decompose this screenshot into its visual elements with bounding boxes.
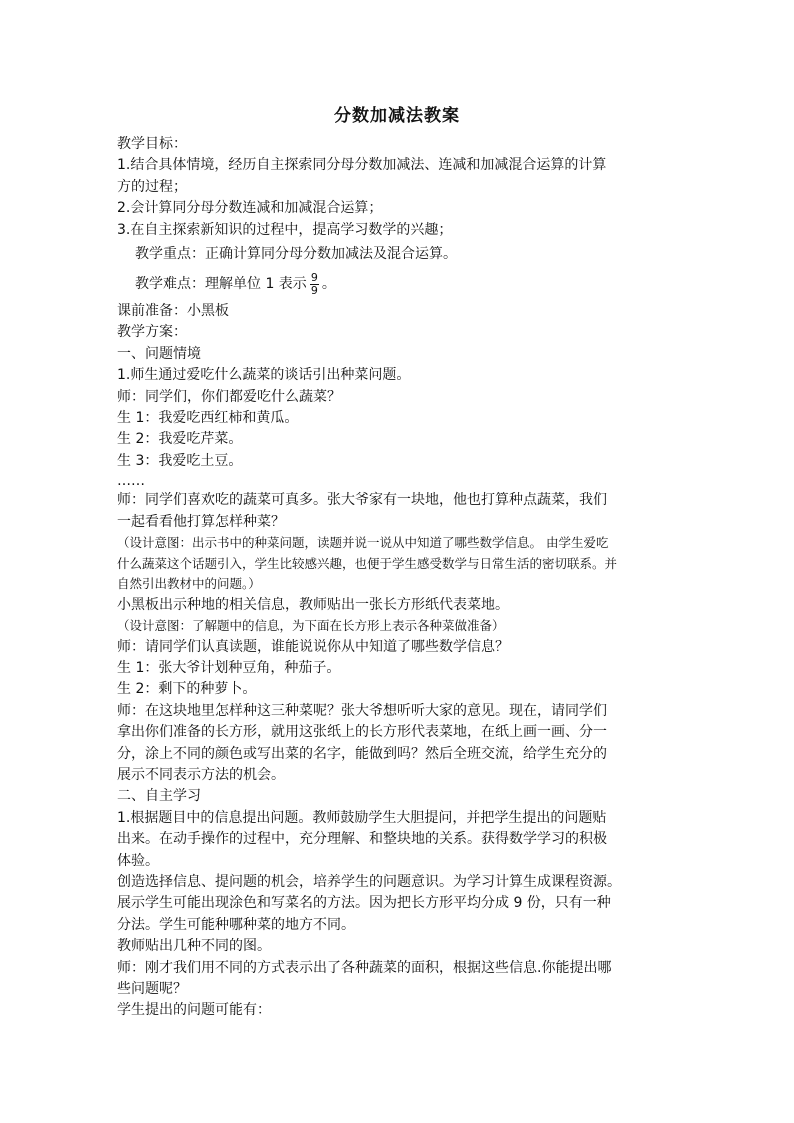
section-1-line: 师：同学们喜欢吃的蔬菜可真多。张大爷家有一块地，他也打算种点蔬菜，我们 bbox=[117, 492, 607, 509]
section-1-line: 师：在这块地里怎样种这三种菜呢？张大爷想听听大家的意见。现在，请同学们 bbox=[117, 702, 607, 719]
goal-1-line-1: 1.结合具体情境，经历自主探索同分母分数加减法、连减和加减混合运算的计算 bbox=[117, 157, 607, 174]
section-1-line: 1.师生通过爱吃什么蔬菜的谈话引出种菜问题。 bbox=[117, 367, 411, 384]
section-1-line: 生 1：我爱吃西红柿和黄瓜。 bbox=[117, 410, 299, 427]
section-1-heading: 一、问题情境 bbox=[117, 345, 201, 362]
section-1-line: 生 3：我爱吃土豆。 bbox=[117, 452, 243, 469]
teaching-focus: 教学重点：正确计算同分母分数加减法及混合运算。 bbox=[135, 246, 457, 263]
design-note: 自然引出教材中的问题。） bbox=[117, 576, 261, 592]
goal-1-line-2: 方的过程； bbox=[117, 178, 187, 195]
section-2-line: 分法。学生可能种哪种菜的地方不同。 bbox=[117, 916, 355, 933]
document-body bbox=[117, 104, 677, 1022]
section-2-line: 教师贴出几种不同的图。 bbox=[117, 938, 271, 955]
section-2-line: 些问题呢？ bbox=[117, 981, 187, 997]
plan-heading: 教学方案： bbox=[117, 324, 187, 341]
class-preparation: 课前准备：小黑板 bbox=[117, 303, 229, 320]
section-2-line: 师：刚才我们用不同的方式表示出了各种蔬菜的面积，根据这些信息.你能提出哪 bbox=[117, 959, 612, 976]
section-1-line: 师：请同学们认真读题，谁能说说你从中知道了哪些数学信息？ bbox=[117, 638, 509, 655]
section-1-line: 分，涂上不同的颜色或写出菜的名字，能做到吗？然后全班交流，给学生充分的 bbox=[117, 745, 607, 762]
section-1-line: 一起看看他打算怎样种菜？ bbox=[117, 513, 285, 530]
section-2-line: 体验。 bbox=[117, 852, 159, 869]
fraction-nine-ninths bbox=[310, 272, 319, 297]
difficulty-prefix: 教学难点：理解单位 1 表示 bbox=[135, 276, 307, 293]
section-1-line: 展示不同表示方法的机会。 bbox=[117, 766, 285, 783]
section-2-line: 1.根据题目中的信息提出问题。教师鼓励学生大胆提问，并把学生提出的问题贴 bbox=[117, 809, 607, 826]
section-2-line: 展示学生可能出现涂色和写菜名的方法。因为把长方形平均分成 9 份，只有一种 bbox=[117, 895, 611, 912]
design-note: 什么蔬菜这个话题引入，学生比较感兴趣，也便于学生感受数学与日常生活的密切联系。并 bbox=[117, 555, 618, 571]
section-2-heading: 二、自主学习 bbox=[117, 788, 201, 805]
goals-heading: 教学目标： bbox=[117, 136, 187, 152]
goal-3: 3.在自主探索新知识的过程中，提高学习数学的兴趣； bbox=[117, 221, 453, 238]
section-1-line: 生 2：剩下的种萝卜。 bbox=[117, 681, 257, 698]
fraction-numerator: 9 bbox=[310, 270, 318, 284]
section-1-line: …… bbox=[117, 473, 145, 490]
section-1-line: 师：同学们，你们都爱吃什么蔬菜？ bbox=[117, 388, 341, 405]
section-1-line: 生 2：我爱吃芹菜。 bbox=[117, 431, 243, 448]
section-1-line: 小黑板出示种地的相关信息，教师贴出一张长方形纸代表菜地。 bbox=[117, 596, 509, 613]
fraction-denominator: 9 bbox=[310, 283, 318, 297]
section-1-line: 拿出你们准备的长方形，就用这张纸上的长方形代表菜地，在纸上画一画、分一 bbox=[117, 724, 607, 741]
teaching-difficulty bbox=[117, 267, 677, 301]
section-2-line: 出来。在动手操作的过程中，充分理解、和整块地的关系。获得数学学习的积极 bbox=[117, 831, 607, 848]
goal-2: 2.会计算同分母分数连减和加减混合运算； bbox=[117, 200, 383, 217]
design-note: （设计意图：了解题中的信息，为下面在长方形上表示各种菜做准备） bbox=[117, 618, 505, 633]
section-1-line: 生 1：张大爷计划种豆角，种茄子。 bbox=[117, 659, 341, 676]
difficulty-suffix: 。 bbox=[321, 276, 336, 293]
section-2-line: 学生提出的问题可能有： bbox=[117, 1002, 271, 1019]
design-note: （设计意图：出示书中的种菜问题，读题并说一说从中知道了哪些数学信息。 由学生爱吃 bbox=[117, 535, 609, 551]
document-title: 分数加减法教案 bbox=[334, 106, 460, 126]
section-2-line: 创造选择信息、提问题的机会，培养学生的问题意识。为学习计算生成课程资源。 bbox=[117, 873, 621, 890]
